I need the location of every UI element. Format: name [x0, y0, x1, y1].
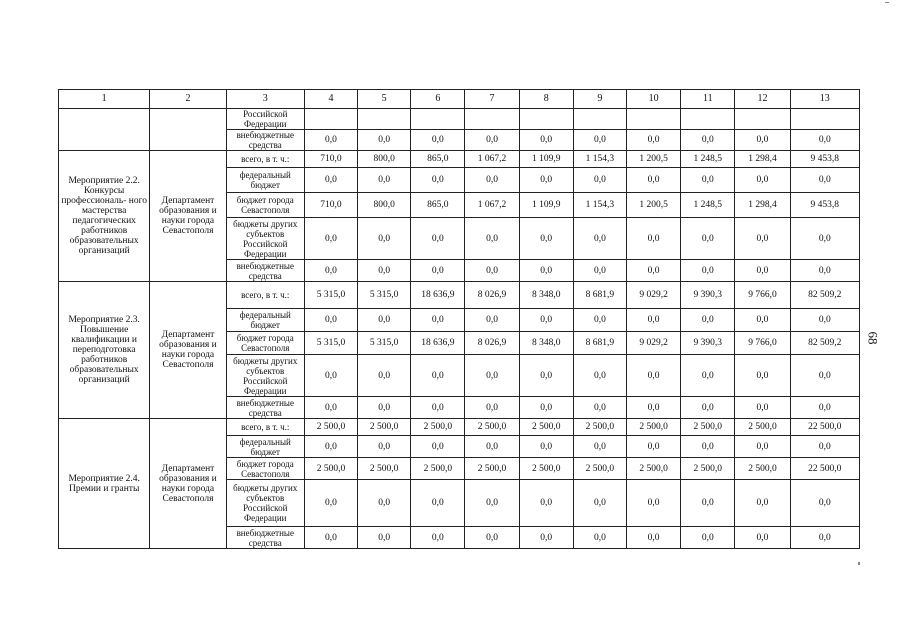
- value-cell: 0,0: [790, 130, 859, 151]
- value-cell: 0,0: [519, 130, 573, 151]
- value-cell: 0,0: [790, 436, 859, 458]
- value-cell: 0,0: [790, 309, 859, 332]
- value-cell: [465, 109, 519, 130]
- funding-source: бюджеты других субъектов Российской Федерации: [226, 218, 304, 260]
- value-cell: 0,0: [465, 355, 519, 397]
- value-cell: 0,0: [627, 355, 681, 397]
- value-cell: 0,0: [304, 260, 357, 282]
- value-cell: 0,0: [681, 260, 735, 282]
- funding-source: федеральный бюджет: [226, 168, 304, 193]
- value-cell: 0,0: [465, 527, 519, 549]
- value-cell: 0,0: [573, 527, 626, 549]
- value-cell: 22 500,0: [790, 458, 859, 480]
- value-cell: 1 109,9: [519, 151, 573, 168]
- value-cell: 710,0: [304, 151, 357, 168]
- value-cell: 0,0: [573, 480, 626, 527]
- executor-name: Департамент образования и науки города Севастополя: [150, 419, 226, 549]
- value-cell: 0,0: [465, 130, 519, 151]
- value-cell: 2 500,0: [358, 419, 411, 436]
- column-header: 1: [59, 90, 150, 109]
- value-cell: 0,0: [573, 218, 626, 260]
- value-cell: 0,0: [519, 397, 573, 419]
- value-cell: [519, 109, 573, 130]
- value-cell: 2 500,0: [304, 419, 357, 436]
- value-cell: 0,0: [304, 397, 357, 419]
- funding-source: федеральный бюджет: [226, 309, 304, 332]
- value-cell: [358, 109, 411, 130]
- value-cell: 0,0: [735, 168, 790, 193]
- value-cell: [627, 109, 681, 130]
- value-cell: 0,0: [681, 168, 735, 193]
- value-cell: 0,0: [681, 397, 735, 419]
- value-cell: 0,0: [573, 397, 626, 419]
- value-cell: 0,0: [304, 218, 357, 260]
- value-cell: 0,0: [573, 130, 626, 151]
- column-header: 11: [681, 90, 735, 109]
- value-cell: 0,0: [358, 130, 411, 151]
- value-cell: 2 500,0: [519, 458, 573, 480]
- value-cell: 0,0: [790, 168, 859, 193]
- value-cell: 0,0: [304, 168, 357, 193]
- value-cell: 8 681,9: [573, 332, 626, 355]
- funding-source: бюджет города Севастополя: [226, 332, 304, 355]
- value-cell: 0,0: [573, 309, 626, 332]
- funding-source: бюджет города Севастополя: [226, 458, 304, 480]
- value-cell: 9 453,8: [790, 193, 859, 218]
- funding-source: бюджеты других субъектов Российской Федерации: [226, 355, 304, 397]
- table-body: [59, 109, 860, 549]
- value-cell: 0,0: [681, 218, 735, 260]
- value-cell: 0,0: [573, 436, 626, 458]
- value-cell: 2 500,0: [627, 458, 681, 480]
- value-cell: 0,0: [735, 260, 790, 282]
- funding-source: всего, в т. ч.:: [226, 282, 304, 309]
- value-cell: 0,0: [735, 480, 790, 527]
- value-cell: [790, 109, 859, 130]
- value-cell: 0,0: [411, 218, 465, 260]
- value-cell: 9 766,0: [735, 282, 790, 309]
- value-cell: 2 500,0: [627, 419, 681, 436]
- value-cell: 0,0: [519, 355, 573, 397]
- value-cell: 1 248,5: [681, 151, 735, 168]
- value-cell: 0,0: [790, 260, 859, 282]
- table-row: [59, 419, 860, 436]
- column-header: 10: [627, 90, 681, 109]
- value-cell: 0,0: [411, 309, 465, 332]
- value-cell: 9 390,3: [681, 332, 735, 355]
- value-cell: 9 029,2: [627, 332, 681, 355]
- activity-name: Мероприятие 2.2. Конкурсы профессиональ- ного мастерства педагогических работников образовательных организаций: [59, 151, 150, 282]
- value-cell: 0,0: [790, 397, 859, 419]
- value-cell: 0,0: [790, 355, 859, 397]
- value-cell: [681, 109, 735, 130]
- value-cell: 0,0: [627, 309, 681, 332]
- value-cell: 2 500,0: [573, 458, 626, 480]
- value-cell: 0,0: [735, 397, 790, 419]
- value-cell: 0,0: [573, 168, 626, 193]
- funding-source: Российской Федерации: [226, 109, 304, 130]
- value-cell: 0,0: [358, 168, 411, 193]
- value-cell: 0,0: [465, 260, 519, 282]
- value-cell: 2 500,0: [465, 458, 519, 480]
- value-cell: 8 026,9: [465, 332, 519, 355]
- value-cell: 8 681,9: [573, 282, 626, 309]
- value-cell: 0,0: [411, 168, 465, 193]
- value-cell: 0,0: [735, 527, 790, 549]
- column-header: 6: [411, 90, 465, 109]
- funding-source: внебюджетные средства: [226, 260, 304, 282]
- value-cell: 0,0: [519, 218, 573, 260]
- executor-name: Департамент образования и науки города Севастополя: [150, 282, 226, 419]
- value-cell: 0,0: [735, 130, 790, 151]
- value-cell: 0,0: [519, 480, 573, 527]
- table-row: [59, 282, 860, 309]
- value-cell: 0,0: [465, 309, 519, 332]
- value-cell: 0,0: [519, 436, 573, 458]
- value-cell: 0,0: [627, 436, 681, 458]
- value-cell: 0,0: [627, 130, 681, 151]
- value-cell: 0,0: [519, 260, 573, 282]
- value-cell: 8 026,9: [465, 282, 519, 309]
- value-cell: 1 067,2: [465, 193, 519, 218]
- value-cell: 0,0: [411, 260, 465, 282]
- value-cell: 22 500,0: [790, 419, 859, 436]
- value-cell: 0,0: [411, 130, 465, 151]
- value-cell: 0,0: [627, 527, 681, 549]
- value-cell: 0,0: [627, 218, 681, 260]
- value-cell: 5 315,0: [358, 332, 411, 355]
- scan-mark: [858, 562, 860, 565]
- value-cell: 0,0: [304, 527, 357, 549]
- value-cell: [735, 109, 790, 130]
- value-cell: 0,0: [735, 218, 790, 260]
- value-cell: 0,0: [411, 480, 465, 527]
- activity-name: Мероприятие 2.3. Повышение квалификации и переподготовка работников образовательных организаций: [59, 282, 150, 419]
- value-cell: 0,0: [735, 355, 790, 397]
- value-cell: 2 500,0: [735, 419, 790, 436]
- value-cell: 0,0: [411, 355, 465, 397]
- value-cell: 8 348,0: [519, 332, 573, 355]
- value-cell: 1 109,9: [519, 193, 573, 218]
- column-header: 13: [790, 90, 859, 109]
- executor-cell-empty: [150, 109, 226, 151]
- value-cell: 0,0: [627, 397, 681, 419]
- value-cell: 0,0: [519, 309, 573, 332]
- value-cell: 2 500,0: [519, 419, 573, 436]
- value-cell: 0,0: [681, 480, 735, 527]
- value-cell: 865,0: [411, 193, 465, 218]
- column-header: 8: [519, 90, 573, 109]
- value-cell: 0,0: [304, 436, 357, 458]
- value-cell: 0,0: [358, 260, 411, 282]
- value-cell: 18 636,9: [411, 332, 465, 355]
- value-cell: 8 348,0: [519, 282, 573, 309]
- scan-mark: [885, 2, 889, 3]
- value-cell: 0,0: [411, 436, 465, 458]
- funding-source: внебюджетные средства: [226, 527, 304, 549]
- value-cell: 800,0: [358, 193, 411, 218]
- value-cell: 0,0: [358, 309, 411, 332]
- value-cell: 2 500,0: [358, 458, 411, 480]
- value-cell: 82 509,2: [790, 332, 859, 355]
- value-cell: 0,0: [465, 218, 519, 260]
- value-cell: 1 200,5: [627, 193, 681, 218]
- value-cell: 5 315,0: [358, 282, 411, 309]
- value-cell: 0,0: [411, 397, 465, 419]
- column-header: 5: [358, 90, 411, 109]
- value-cell: 2 500,0: [681, 458, 735, 480]
- value-cell: 0,0: [358, 480, 411, 527]
- value-cell: 18 636,9: [411, 282, 465, 309]
- funding-source: всего, в т. ч.:: [226, 419, 304, 436]
- value-cell: 0,0: [358, 527, 411, 549]
- column-header: 9: [573, 90, 626, 109]
- funding-source: внебюджетные средства: [226, 130, 304, 151]
- column-header: 4: [304, 90, 357, 109]
- funding-source: внебюджетные средства: [226, 397, 304, 419]
- value-cell: 0,0: [519, 168, 573, 193]
- budget-table: [58, 89, 860, 549]
- value-cell: 0,0: [358, 218, 411, 260]
- column-header: 3: [226, 90, 304, 109]
- funding-source: бюджеты других субъектов Российской Федерации: [226, 480, 304, 527]
- value-cell: 710,0: [304, 193, 357, 218]
- column-header: 12: [735, 90, 790, 109]
- value-cell: 0,0: [681, 309, 735, 332]
- column-header: 2: [150, 90, 226, 109]
- page-number: 68: [865, 331, 881, 345]
- value-cell: 1 200,5: [627, 151, 681, 168]
- funding-source: бюджет города Севастополя: [226, 193, 304, 218]
- value-cell: 0,0: [358, 355, 411, 397]
- value-cell: 0,0: [465, 397, 519, 419]
- value-cell: 0,0: [627, 260, 681, 282]
- value-cell: 1 154,3: [573, 151, 626, 168]
- value-cell: [573, 109, 626, 130]
- value-cell: 9 029,2: [627, 282, 681, 309]
- value-cell: 0,0: [790, 218, 859, 260]
- value-cell: 2 500,0: [304, 458, 357, 480]
- value-cell: 2 500,0: [465, 419, 519, 436]
- value-cell: 9 453,8: [790, 151, 859, 168]
- activity-name: Мероприятие 2.4. Премии и гранты: [59, 419, 150, 549]
- value-cell: 0,0: [465, 480, 519, 527]
- value-cell: [304, 109, 357, 130]
- value-cell: 0,0: [465, 168, 519, 193]
- value-cell: 0,0: [304, 309, 357, 332]
- value-cell: 2 500,0: [735, 458, 790, 480]
- value-cell: 1 298,4: [735, 151, 790, 168]
- value-cell: 0,0: [411, 527, 465, 549]
- table-row: [59, 151, 860, 168]
- value-cell: 5 315,0: [304, 282, 357, 309]
- value-cell: 0,0: [573, 260, 626, 282]
- value-cell: 0,0: [681, 527, 735, 549]
- value-cell: 0,0: [358, 397, 411, 419]
- value-cell: 1 298,4: [735, 193, 790, 218]
- value-cell: 0,0: [735, 309, 790, 332]
- value-cell: 0,0: [519, 527, 573, 549]
- value-cell: 0,0: [681, 130, 735, 151]
- value-cell: 2 500,0: [411, 458, 465, 480]
- value-cell: 0,0: [790, 527, 859, 549]
- value-cell: 0,0: [465, 436, 519, 458]
- value-cell: 865,0: [411, 151, 465, 168]
- value-cell: 2 500,0: [573, 419, 626, 436]
- activity-cell-empty: [59, 109, 150, 151]
- value-cell: 9 766,0: [735, 332, 790, 355]
- value-cell: 5 315,0: [304, 332, 357, 355]
- value-cell: 0,0: [573, 355, 626, 397]
- value-cell: 1 067,2: [465, 151, 519, 168]
- value-cell: 0,0: [681, 355, 735, 397]
- value-cell: 0,0: [358, 436, 411, 458]
- value-cell: 2 500,0: [411, 419, 465, 436]
- value-cell: 0,0: [627, 480, 681, 527]
- value-cell: 82 509,2: [790, 282, 859, 309]
- funding-source: всего, в т. ч.:: [226, 151, 304, 168]
- value-cell: 800,0: [358, 151, 411, 168]
- value-cell: 0,0: [304, 355, 357, 397]
- value-cell: 0,0: [304, 480, 357, 527]
- column-number-row: [59, 90, 860, 109]
- value-cell: 1 154,3: [573, 193, 626, 218]
- value-cell: 9 390,3: [681, 282, 735, 309]
- value-cell: 0,0: [627, 168, 681, 193]
- value-cell: 0,0: [681, 436, 735, 458]
- value-cell: 1 248,5: [681, 193, 735, 218]
- value-cell: 0,0: [304, 130, 357, 151]
- value-cell: 0,0: [790, 480, 859, 527]
- funding-source: федеральный бюджет: [226, 436, 304, 458]
- executor-name: Департамент образования и науки города Севастополя: [150, 151, 226, 282]
- value-cell: 0,0: [735, 436, 790, 458]
- value-cell: [411, 109, 465, 130]
- table-row: [59, 109, 860, 130]
- column-header: 7: [465, 90, 519, 109]
- value-cell: 2 500,0: [681, 419, 735, 436]
